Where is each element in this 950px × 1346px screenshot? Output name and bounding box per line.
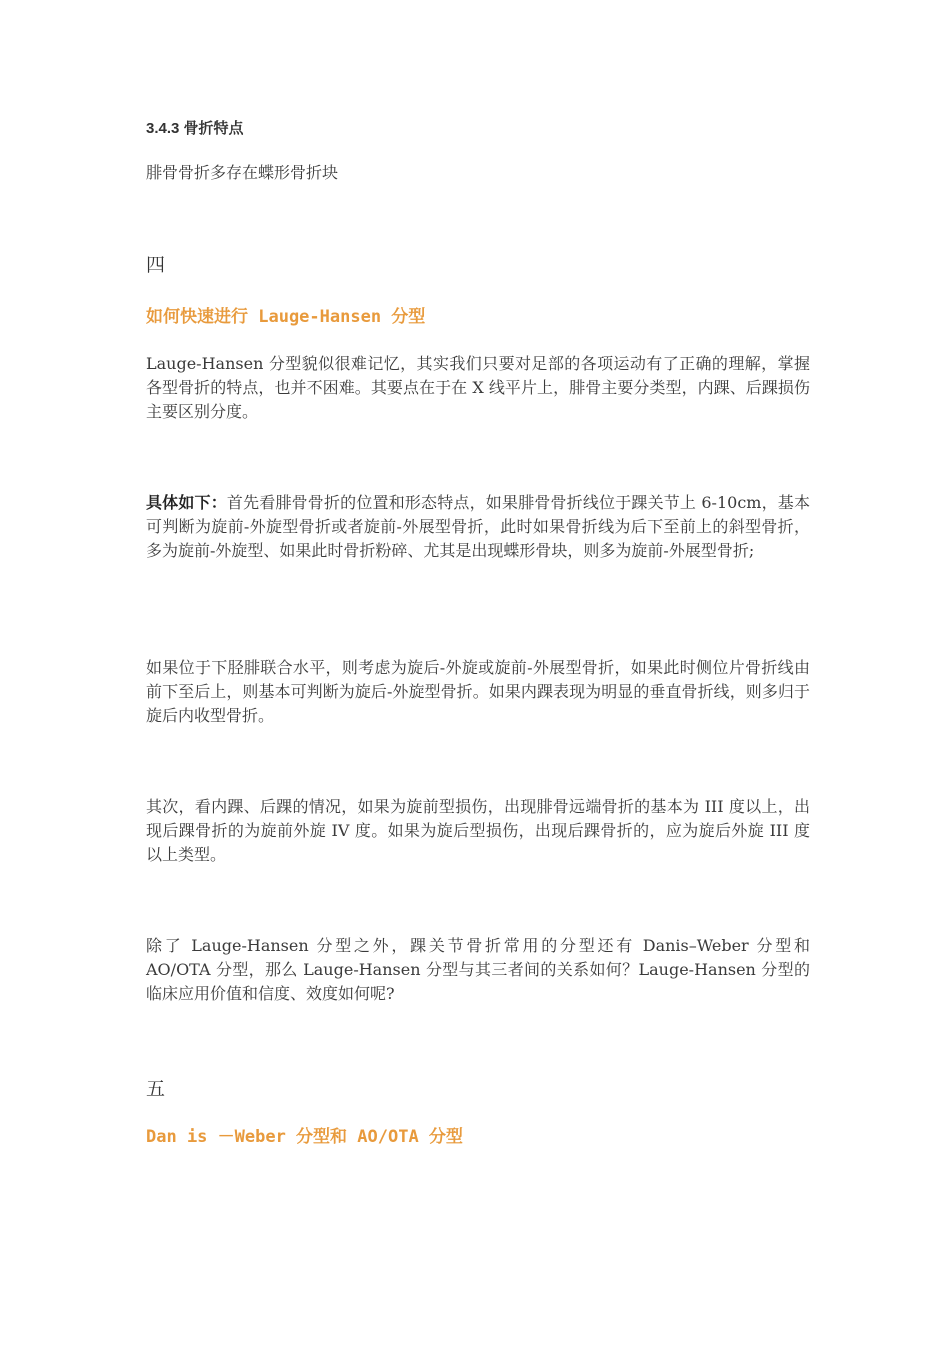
paragraph-details-text: 首先看腓骨骨折的位置和形态特点，如果腓骨骨折线位于踝关节上 6-10cm，基本可判断为旋前-外旋型骨折或者旋前-外展型骨折，此时如果骨折线为后下至前上的斜型骨折，多为旋前-外旋型、如果此时骨折粉碎、尤其是出现蝶形骨块，则多为旋前-外展型骨折; — [146, 493, 810, 560]
subsection-heading: 3.4.3 骨折特点 — [146, 120, 244, 137]
section-title-lauge-hansen: 如何快速进行 Lauge-Hansen 分型 — [146, 307, 426, 327]
subsection-text: 腓骨骨折多存在蝶形骨折块 — [146, 163, 339, 182]
section-number-five: 五 — [146, 1078, 166, 1100]
paragraph-syndesmosis: 如果位于下胫腓联合水平，则考虑为旋后-外旋或旋前-外展型骨折，如果此时侧位片骨折线由前下至后上，则基本可判断为旋后-外旋型骨折。如果内踝表现为明显的垂直骨折线，则多归于旋后内收型骨折。 — [146, 658, 810, 725]
paragraph-intro: Lauge-Hansen 分型貌似很难记忆，其实我们只要对足部的各项运动有了正确的理解，掌握各型骨折的特点，也并不困难。其要点在于在 X 线平片上，腓骨主要分类型，内踝、后踝损伤主要区别分度。 — [146, 354, 810, 421]
paragraph-details — [146, 491, 810, 563]
paragraph-lead: 具体如下： — [146, 493, 227, 512]
section-number-four: 四 — [146, 254, 166, 276]
paragraph-malleolus: 其次，看内踝、后踝的情况，如果为旋前型损伤，出现腓骨远端骨折的基本为 III 度以上，出现后踝骨折的为旋前外旋 IV 度。如果为旋后型损伤，出现后踝骨折的，应为旋后外旋 III 度以上类型。 — [146, 797, 810, 864]
paragraph-other-classifications: 除了 Lauge-Hansen 分型之外，踝关节骨折常用的分型还有 Danis–Weber 分型和 AO/OTA 分型，那么 Lauge-Hansen 分型与其三者间的关系如何？Lauge-Hansen 分型的临床应用价值和信度、效度如何呢? — [146, 936, 810, 1003]
section-title-danis-weber: Dan is －Weber 分型和 AO/OTA 分型 — [146, 1127, 463, 1147]
